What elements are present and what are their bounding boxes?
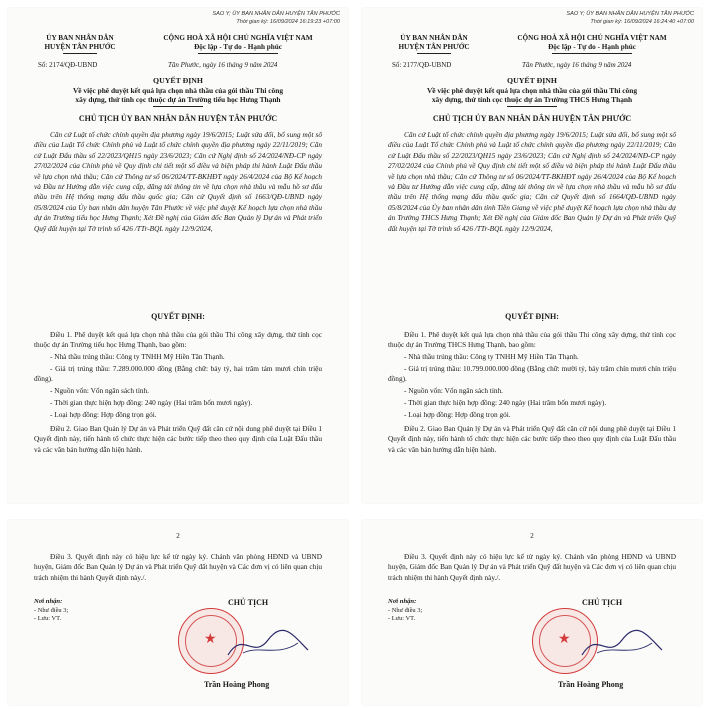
doc2-page1	[362, 8, 702, 503]
doc1-signer: Trần Hoàng Phong	[204, 680, 270, 689]
doc2-contractor: - Nhà thầu trúng thầu: Công ty TNHH Mỹ Hiền Tân Thạnh.	[404, 352, 579, 361]
doc2-page2	[362, 520, 702, 705]
doc1-page-number: 2	[176, 532, 180, 540]
doc2-fund-source: - Nguồn vốn: Vốn ngân sách tỉnh.	[404, 386, 503, 395]
doc1-article-3: Điều 3. Quyết định này có hiệu lực kể từ ngày ký. Chánh văn phòng HĐND và UBND huyện, Giám đốc Ban Quản lý Dự án và Phát triển Quỹ đất huyện và Các đơn vị có liên quan chịu trách nhiệm thi hành Quyết định này./.	[34, 552, 322, 582]
doc2-contract-value: - Giá trị trúng thầu: 10.799.000.000 đồng (Bằng chữ: mười tỷ, bảy trăm chín mươi chín triệu đồng).	[388, 364, 676, 384]
doc2-recipient-1: - Như điều 3;	[388, 607, 423, 614]
doc2-article-1: Điều 1. Phê duyệt kết quả lựa chọn nhà thầu của gói thầu Thi công xây dựng, thử tính cọc thuộc dự án Trường THCS Hưng Thạnh, bao gồm:	[388, 330, 676, 350]
doc1-basis: Căn cứ Luật tổ chức chính quyền địa phương ngày 19/6/2015; Luật sửa đổi, bổ sung một số điều của Luật Tổ chức Chính phủ và Luật tổ chức chính quyền địa phương ngày 22/11/2019; Căn cứ Luật Đấu thầu số 22/2023/QH15 ngày 23/6/2023; Căn cứ Nghị định số 24/2024/NĐ-CP ngày 27/02/2024 của Chính phủ về Quy định chi tiết một số điều và biện pháp thi hành Luật Đấu thầu về lựa chọn nhà thầu; Căn cứ Thông tư số 06/2024/TT-BKHĐT ngày 26/4/2024 của Bộ Kế hoạch và Đầu tư Hướng dẫn việc cung cấp, đăng tải thông tin về lựa chọn nhà thầu và mẫu hồ sơ đấu thầu trên Hệ thống mạng đấu thầu quốc gia; Căn cứ Quyết định số 1663/QĐ-UBND ngày 05/8/2024 của Ủy ban nhân dân huyện Tân Phước về việc phê duyệt Kế hoạch lựa chọn nhà thầu dự án Trường tiểu học Hưng Thạnh; Xét Đề nghị của Giám đốc Ban Quản lý Dự án và Phát triển Quỹ đất huyện tại Tờ trình số 426 /TTr-BQL ngày 12/9/2024,	[34, 130, 322, 233]
doc1-recipients-label: Nơi nhận:	[34, 598, 63, 605]
doc1-subject-underline	[153, 106, 203, 107]
doc2-copy-note-1: SAO Y; ỦY BAN NHÂN DÂN HUYỆN TÂN PHƯỚC	[566, 11, 694, 17]
doc2-signer: Trần Hoàng Phong	[558, 680, 624, 689]
doc2-recipient-2: - Lưu: VT.	[388, 615, 416, 622]
doc2-subject-1: Về việc phê duyệt kết quả lựa chọn nhà thầu của gói thầu Thi công	[426, 86, 638, 95]
doc1-recipient-2: - Lưu: VT.	[34, 615, 62, 622]
doc2-basis: Căn cứ Luật tổ chức chính quyền địa phương ngày 19/6/2015; Luật sửa đổi, bổ sung một số điều của Luật Tổ chức Chính phủ và Luật tổ chức chính quyền địa phương ngày 22/11/2019; Căn cứ Luật Đấu thầu số 22/2023/QH15 ngày 23/6/2023; Căn cứ Nghị định số 24/2024/NĐ-CP ngày 27/02/2024 của Chính phủ về Quy định chi tiết một số điều và biện pháp thi hành Luật Đấu thầu về lựa chọn nhà thầu; Căn cứ Thông tư số 06/2024/TT-BKHĐT ngày 26/4/2024 của Bộ Kế hoạch và Đầu tư Hướng dẫn việc cung cấp, đăng tải thông tin về lựa chọn nhà thầu và mẫu hồ sơ đấu thầu trên Hệ thống mạng đấu thầu quốc gia; Căn cứ Quyết định số 1664/QĐ-UBND ngày 05/8/2024 của Ủy ban nhân dân tỉnh Tiền Giang về việc phê duyệt Kế hoạch lựa chọn nhà thầu dự án Trường THCS Hưng Thạnh; Xét Đề nghị của Giám đốc Ban Quản lý Dự án và Phát triển Quỹ đất huyện tại Tờ trình số 426 /TTr-BQL ngày 12/9/2024,	[388, 130, 676, 233]
doc2-page-number: 2	[530, 532, 534, 540]
doc2-decide: QUYẾT ĐỊNH:	[505, 312, 559, 321]
doc1-doc-no: Số: 2174/QĐ-UBND	[38, 61, 98, 69]
doc2-agency-1: ỦY BAN NHÂN DÂN	[400, 34, 468, 42]
doc1-copy-note-1: SAO Y; ỦY BAN NHÂN DÂN HUYỆN TÂN PHƯỚC	[212, 11, 340, 17]
doc1-seal-star-icon: ★	[204, 632, 217, 647]
doc1-agency-2: HUYỆN TÂN PHƯỚC	[44, 43, 116, 51]
doc1-place-date: Tân Phước, ngày 16 tháng 9 năm 2024	[168, 61, 278, 69]
doc2-agency-2: HUYỆN TÂN PHƯỚC	[398, 43, 470, 51]
doc2-place-date: Tân Phước, ngày 16 tháng 9 năm 2024	[522, 61, 632, 69]
doc1-sign-title: CHỦ TỊCH	[228, 598, 269, 607]
doc1-agency-underline	[63, 53, 97, 54]
doc1-decide: QUYẾT ĐỊNH:	[151, 312, 205, 321]
doc2-doc-no: Số: 2177/QĐ-UBND	[392, 61, 452, 69]
doc2-contract-time: - Thời gian thực hiện hợp đồng: 240 ngày (Hai trăm bốn mươi ngày).	[404, 398, 607, 407]
doc1-copy-note-2: Thời gian ký: 16/09/2024 16:19:23 +07:00	[236, 19, 340, 25]
doc1-article-2: Điều 2. Giao Ban Quản lý Dự án và Phát triển Quỹ đất căn cứ nội dung phê duyệt tại Điều 1 Quyết định này, tiến hành tổ chức thực hiện các bước tiếp theo theo quy định của Luật Đấu thầu và các văn bản hướng dẫn hiện hành.	[34, 424, 322, 454]
doc1-fund-source: - Nguồn vốn: Vốn ngân sách tỉnh.	[50, 386, 149, 395]
doc2-article-3: Điều 3. Quyết định này có hiệu lực kể từ ngày ký. Chánh văn phòng HĐND và UBND huyện, Giám đốc Ban Quản lý Dự án và Phát triển Quỹ đất huyện và Các đơn vị có liên quan chịu trách nhiệm thi hành Quyết định này./.	[388, 552, 676, 582]
doc1-recipient-1: - Như điều 3;	[34, 607, 69, 614]
doc1-subject-1: Về việc phê duyệt kết quả lựa chọn nhà thầu của gói thầu Thi công	[72, 86, 284, 95]
doc2-sign-title: CHỦ TỊCH	[582, 598, 623, 607]
doc2-contract-type: - Loại hợp đồng: Hợp đồng trọn gói.	[404, 410, 511, 419]
doc1-nation-underline	[198, 53, 278, 54]
doc1-nation-1: CỘNG HOÀ XÃ HỘI CHỦ NGHĨA VIỆT NAM	[163, 34, 313, 42]
doc1-article-1: Điều 1. Phê duyệt kết quả lựa chọn nhà thầu của gói thầu Thi công xây dựng, thử tính cọc thuộc dự án Trường tiểu học Hưng Thạnh, bao gồm:	[34, 330, 322, 350]
doc2-signature	[577, 625, 667, 665]
doc1-subject-2: xây dựng, thử tính cọc thuộc dự án Trường tiểu học Hưng Thạnh	[75, 95, 281, 104]
doc1-title: QUYẾT ĐỊNH	[153, 76, 203, 85]
doc2-nation-1: CỘNG HOÀ XÃ HỘI CHỦ NGHĨA VIỆT NAM	[517, 34, 667, 42]
doc1-agency-1: ỦY BAN NHÂN DÂN	[46, 34, 114, 42]
doc2-recipients-label: Nơi nhận:	[388, 598, 417, 605]
doc1-page2	[8, 520, 348, 705]
doc2-article-2: Điều 2. Giao Ban Quản lý Dự án và Phát triển Quỹ đất căn cứ nội dung phê duyệt tại Điều 1 Quyết định này, tiến hành tổ chức thực hiện các bước tiếp theo theo quy định của Luật Đấu thầu và các văn bản hướng dẫn hiện hành.	[388, 424, 676, 454]
doc2-authority: CHỦ TỊCH ỦY BAN NHÂN DÂN HUYỆN TÂN PHƯỚC	[432, 114, 632, 123]
doc2-nation-2: Độc lập - Tự do - Hạnh phúc	[548, 43, 636, 51]
doc2-nation-underline	[552, 53, 632, 54]
doc2-agency-underline	[417, 53, 451, 54]
doc1-authority: CHỦ TỊCH ỦY BAN NHÂN DÂN HUYỆN TÂN PHƯỚC	[78, 114, 278, 123]
doc1-signature	[223, 625, 313, 665]
doc1-page1	[8, 8, 348, 503]
doc2-subject-2: xây dựng, thử tính cọc thuộc dự án Trường THCS Hưng Thạnh	[431, 95, 633, 104]
doc2-seal-star-icon: ★	[558, 632, 571, 647]
doc2-title: QUYẾT ĐỊNH	[507, 76, 557, 85]
doc1-contractor: - Nhà thầu trúng thầu: Công ty TNHH Mỹ Hiền Tân Thạnh.	[50, 352, 225, 361]
doc1-contract-type: - Loại hợp đồng: Hợp đồng trọn gói.	[50, 410, 157, 419]
doc2-copy-note-2: Thời gian ký: 16/09/2024 16:24:40 +07:00	[590, 19, 694, 25]
doc1-contract-value: - Giá trị trúng thầu: 7.289.000.000 đồng (Bằng chữ: bảy tỷ, hai trăm tám mươi chín triệu đồng).	[34, 364, 322, 384]
doc1-nation-2: Độc lập - Tự do - Hạnh phúc	[194, 43, 282, 51]
doc1-contract-time: - Thời gian thực hiện hợp đồng: 240 ngày (Hai trăm bốn mươi ngày).	[50, 398, 253, 407]
doc2-subject-underline	[507, 106, 557, 107]
